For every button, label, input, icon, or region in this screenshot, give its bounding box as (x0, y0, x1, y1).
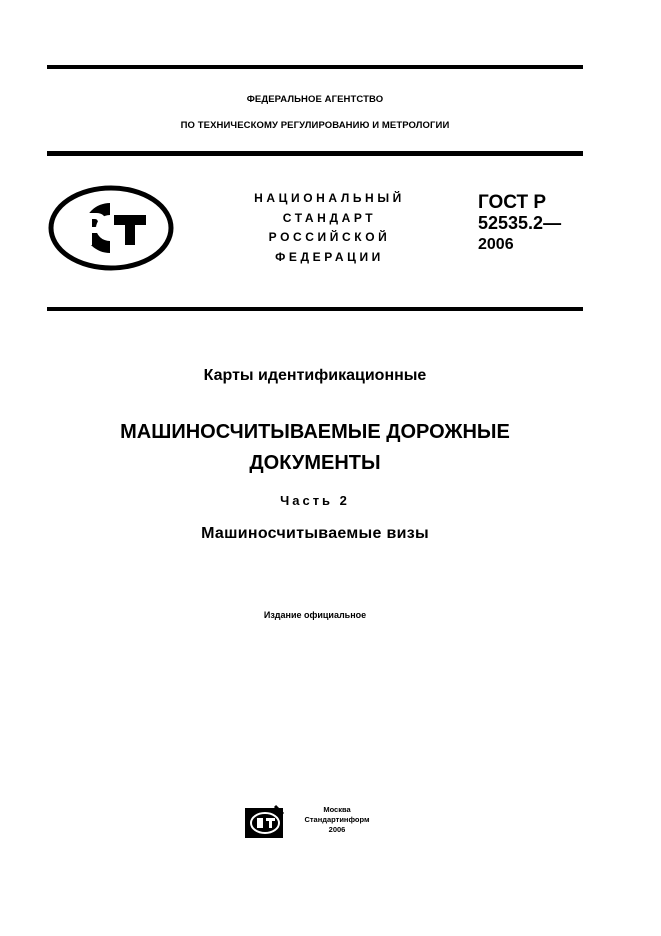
part-title: Машиносчитываемые визы (201, 525, 429, 542)
agency-line-2: ПО ТЕХНИЧЕСКОМУ РЕГУЛИРОВАНИЮ И МЕТРОЛОГИИ (180, 120, 450, 131)
gost-designation (478, 192, 561, 255)
standard-line-4: ФЕДЕРАЦИИ (275, 249, 384, 264)
bottom-header-rule (47, 307, 583, 311)
subtitle-line-2: ДОКУМЕНТЫ (249, 452, 381, 474)
standard-line-2: СТАНДАРТ (282, 210, 377, 225)
subtitle-line-1: МАШИНОСЧИТЫВАЕМЫЕ ДОРОЖНЫЕ (120, 421, 510, 443)
gost-line-2: 52535.2— (478, 213, 562, 233)
publisher-name: Стандартинформ (304, 815, 370, 824)
standard-line-1: НАЦИОНАЛЬНЫЙ (254, 191, 405, 205)
standard-line-3: РОССИЙСКОЙ (268, 230, 391, 244)
document-subtitle (47, 417, 583, 479)
part-number: Часть 2 (280, 493, 350, 508)
edition-label: Издание официальное (263, 610, 367, 620)
gost-line-3: 2006 (478, 236, 514, 253)
publisher-info (282, 805, 392, 835)
document-title: Карты идентификационные (203, 367, 427, 384)
gost-line-1: ГОСТ Р (478, 192, 547, 213)
top-rule (47, 65, 583, 69)
publisher-city: Москва (323, 805, 351, 814)
header-rule (47, 151, 583, 156)
agency-line-1: ФЕДЕРАЛЬНОЕ АГЕНТСТВО (246, 94, 384, 105)
standartinform-logo-icon (245, 804, 285, 839)
national-standard-label (232, 189, 427, 267)
rst-mark-icon (48, 185, 174, 271)
publisher-year: 2006 (328, 825, 346, 834)
